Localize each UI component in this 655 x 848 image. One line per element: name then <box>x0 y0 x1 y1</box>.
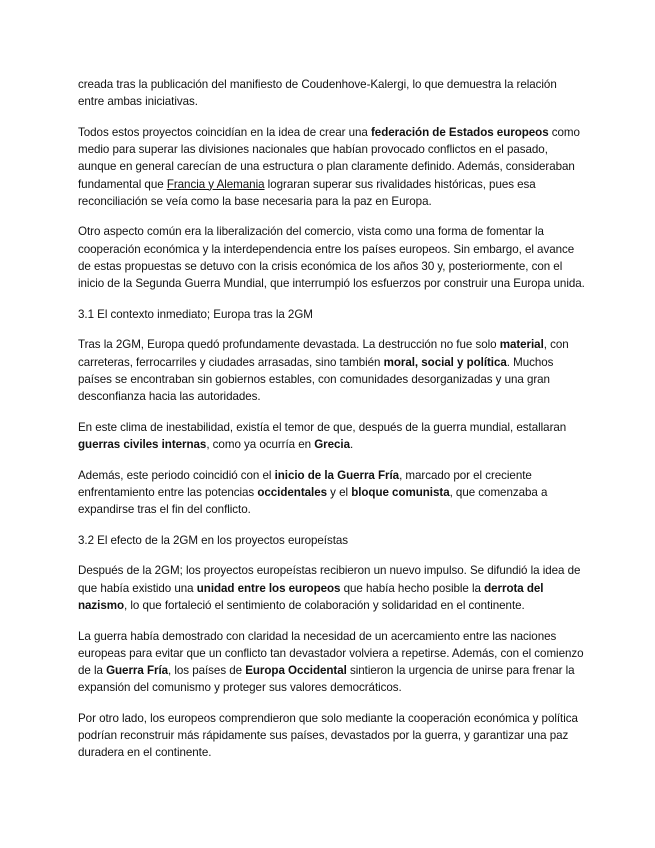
body-paragraph <box>78 710 585 762</box>
text-run: Tras la 2GM, Europa quedó profundamente devastada. La destrucción no fue solo <box>78 338 500 352</box>
bold-text: Europa Occidental <box>245 663 347 677</box>
bold-text: inicio de la Guerra Fría <box>274 468 400 482</box>
body-paragraph <box>78 76 585 110</box>
body-paragraph <box>78 223 585 292</box>
bold-text: bloque comunista <box>351 485 450 499</box>
bold-text: guerras civiles internas <box>78 437 207 451</box>
body-paragraph <box>78 628 585 697</box>
body-paragraph <box>78 467 585 519</box>
text-run: como medio para superar las divisiones nacionales que habían provocado conflictos en el pasado, aunque en general carecían de una estructura o plan claramente definido. Además, consideraban fundamental que <box>78 125 580 191</box>
text-run: que había hecho posible la <box>340 581 485 595</box>
text-run: , los países de <box>168 663 246 677</box>
body-paragraph <box>78 336 585 405</box>
bold-text: occidentales <box>257 485 327 499</box>
text-run: Todos estos proyectos coincidían en la idea de crear una <box>78 125 371 139</box>
bold-text: material <box>499 338 544 352</box>
text-run: . <box>350 437 354 451</box>
bold-text: unidad entre los europeos <box>196 581 341 595</box>
text-run: , con carreteras, ferrocarriles y ciudades arrasadas, sino también <box>78 338 569 369</box>
body-paragraph <box>78 419 585 453</box>
text-run: sintieron la urgencia de unirse para frenar la expansión del comunismo y proteger sus valores democráticos. <box>78 663 575 695</box>
section-heading <box>78 532 585 549</box>
text-run: , lo que fortaleció el sentimiento de colaboración y solidaridad en el continente. <box>124 598 525 612</box>
bold-text: derrota del nazismo <box>78 581 544 612</box>
bold-text: Guerra Fría <box>106 663 169 677</box>
text-run: La guerra había demostrado con claridad la necesidad de un acercamiento entre las naciones europeas para evitar que un conflicto tan devastador volviera a repetirse. Además, con el comienzo de la <box>78 629 584 677</box>
underlined-text: Francia y Alemania <box>166 177 265 191</box>
section-heading <box>78 306 585 323</box>
text-run: , como ya ocurría en <box>206 437 315 451</box>
text-run: Por otro lado, los europeos comprendieron que solo mediante la cooperación económica y política podrían reconstruir más rápidamente sus países, devastados por la guerra, y garantizar una paz duradera en el continente. <box>78 711 578 760</box>
text-run: En este clima de inestabilidad, existía el temor de que, después de la guerra mundial, estallaran <box>78 420 567 434</box>
text-run: creada tras la publicación del manifiesto de Coudenhove-Kalergi, lo que demuestra la relación entre ambas iniciativas. <box>78 78 557 109</box>
text-run: 3.2 El efecto de la 2GM en los proyectos europeístas <box>78 533 349 547</box>
bold-text: Grecia <box>314 437 350 451</box>
text-run: , que comenzaba a expandirse tras el fin del conflicto. <box>78 485 548 517</box>
text-run: . Muchos países se encontraban sin gobiernos estables, con comunidades desorganizadas y una gran desconfianza hacia las autoridades. <box>78 355 554 404</box>
bold-text: moral, social y política <box>383 355 507 369</box>
body-paragraph <box>78 562 585 614</box>
text-run: Otro aspecto común era la liberalización del comercio, vista como una forma de fomentar la cooperación económica y la interdependencia entre los países europeos. Sin embargo, el avance de estas propuestas se detuvo con la crisis económica de los años 30 y, posteriormente, con el inicio de la Segunda Guerra Mundial, que interrumpió los esfuerzos por construir una Europa unida. <box>78 225 585 291</box>
text-run: y el <box>327 485 352 499</box>
text-run: 3.1 El contexto inmediato; Europa tras la 2GM <box>78 307 313 321</box>
text-run: Después de la 2GM; los proyectos europeístas recibieron un nuevo impulso. Se difundió la idea de que había existido una <box>78 564 581 595</box>
bold-text: federación de Estados europeos <box>370 125 549 139</box>
body-paragraph <box>78 124 585 210</box>
document-body <box>78 76 585 762</box>
text-run: , marcado por el creciente enfrentamiento entre las potencias <box>78 468 532 499</box>
text-run: lograran superar sus rivalidades históricas, pues esa reconciliación se veía como la base necesaria para la paz en Europa. <box>78 177 536 208</box>
text-run: Además, este periodo coincidió con el <box>78 468 275 482</box>
